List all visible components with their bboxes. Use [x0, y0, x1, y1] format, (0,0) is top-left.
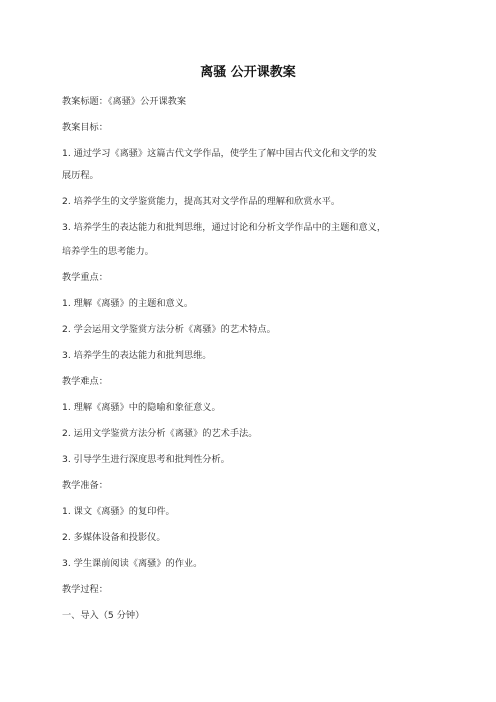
objective-item-3: 3. 培养学生的表达能力和批判思维，通过讨论和分析文学作品中的主题和意义，: [62, 222, 387, 233]
objective-item-3-cont: 培养学生的思考能力。: [62, 246, 154, 257]
preparation-item-1: 1. 课文《离骚》的复印件。: [62, 506, 175, 517]
objective-item-1: 1. 通过学习《离骚》这篇古代文学作品，使学生了解中国古代文化和文学的发: [62, 148, 377, 159]
difficulty-item-3: 3. 引导学生进行深度思考和批判性分析。: [62, 454, 230, 465]
key-point-item-2: 2. 学会运用文学鉴赏方法分析《离骚》的艺术特点。: [62, 324, 276, 335]
lesson-plan-heading: 教案标题：《离骚》公开课教案: [62, 96, 187, 107]
difficulty-item-2: 2. 运用文学鉴赏方法分析《离骚》的艺术手法。: [62, 428, 258, 439]
difficulty-item-1: 1. 理解《离骚》中的隐喻和象征意义。: [62, 402, 221, 413]
process-step-1: 一、导入（5 分钟）: [62, 610, 145, 621]
key-points-heading: 教学重点：: [62, 272, 108, 283]
document-title: 离骚 公开课教案: [200, 65, 296, 80]
objective-item-1-cont: 展历程。: [62, 170, 99, 181]
preparation-heading: 教学准备：: [62, 480, 108, 491]
process-heading: 教学过程：: [62, 584, 108, 595]
key-point-item-3: 3. 培养学生的表达能力和批判思维。: [62, 350, 212, 361]
difficulties-heading: 教学难点：: [62, 376, 108, 387]
objective-item-2: 2. 培养学生的文学鉴赏能力，提高其对文学作品的理解和欣赏水平。: [62, 196, 341, 207]
objectives-heading: 教案目标：: [62, 122, 108, 133]
preparation-item-2: 2. 多媒体设备和投影仪。: [62, 532, 166, 543]
preparation-item-3: 3. 学生课前阅读《离骚》的作业。: [62, 558, 203, 569]
key-point-item-1: 1. 理解《离骚》的主题和意义。: [62, 298, 194, 309]
